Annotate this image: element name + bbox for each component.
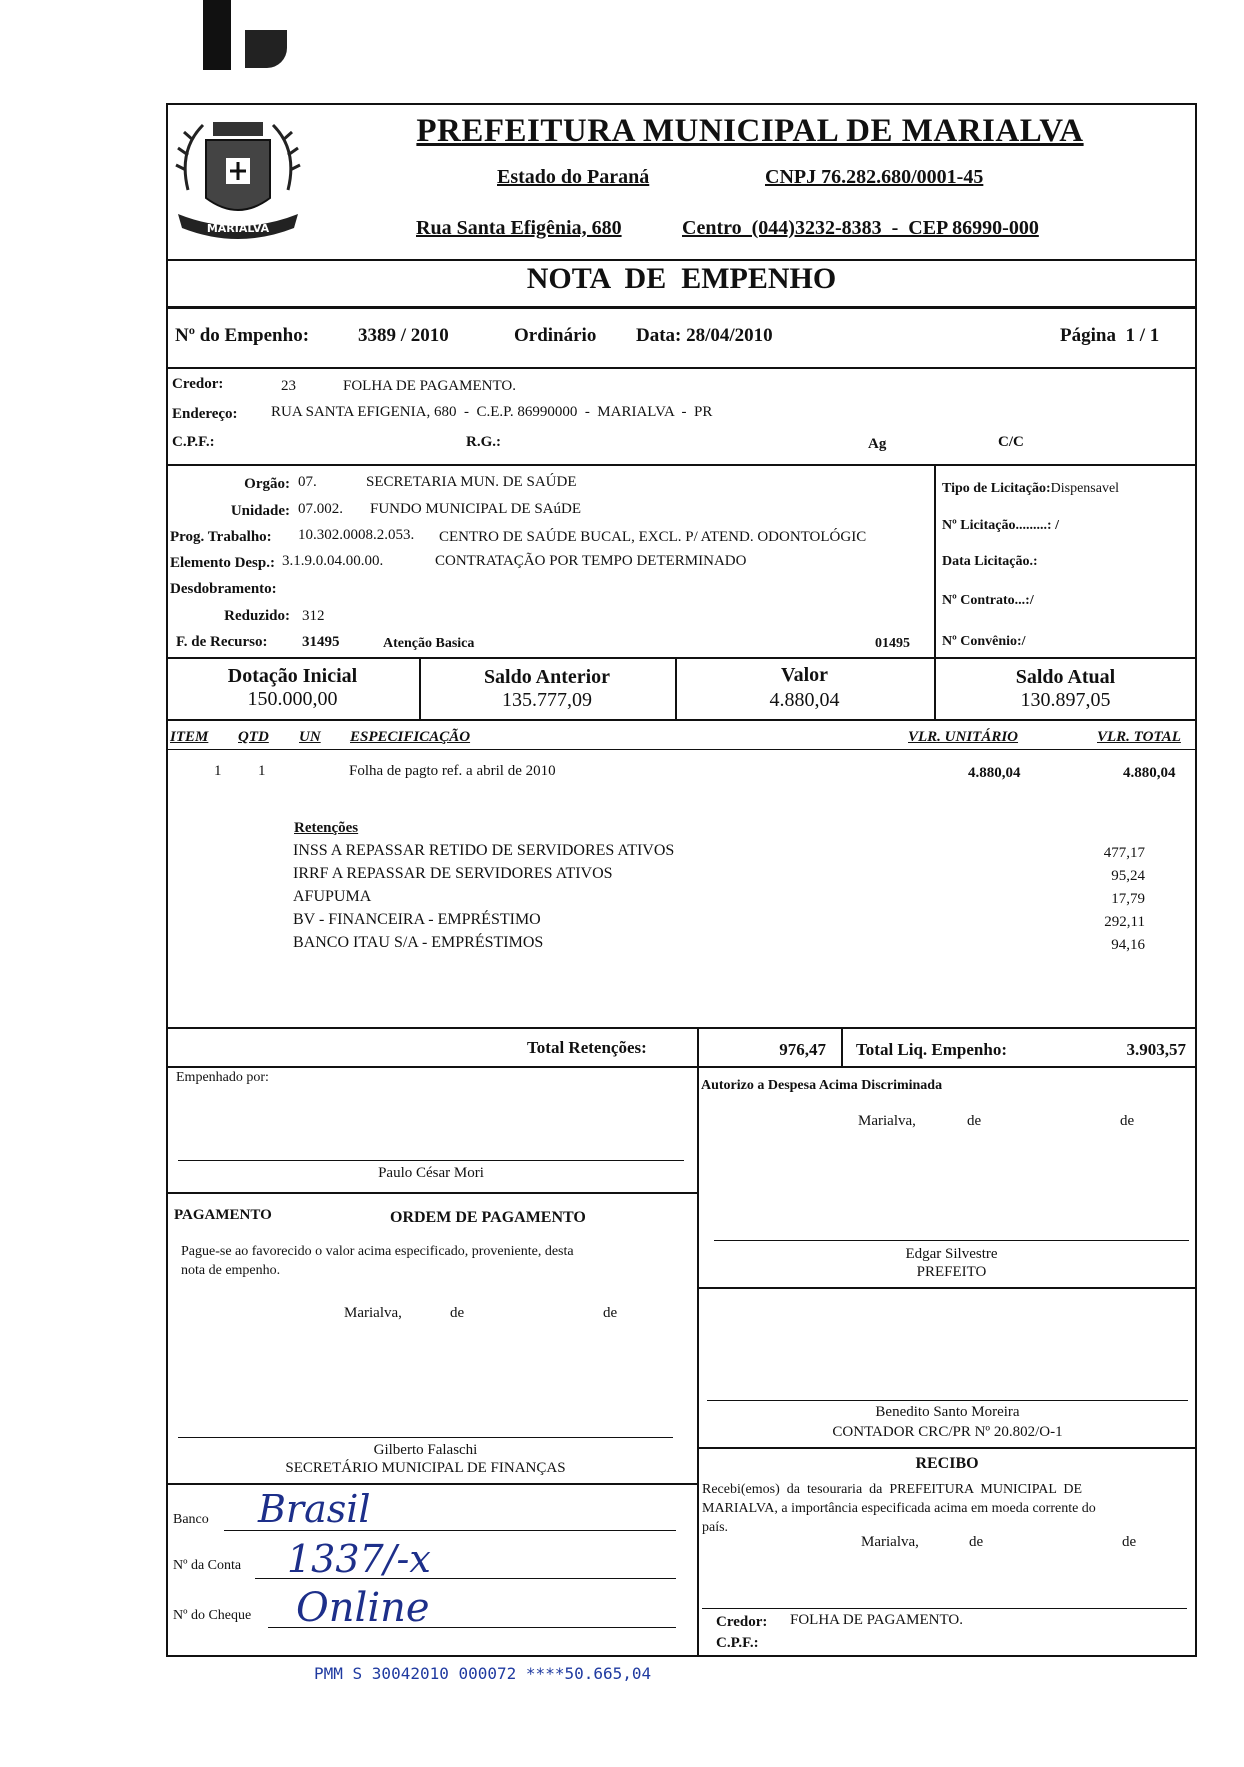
scan-artifact (203, 0, 231, 70)
seal-text: MARIALVA (206, 222, 270, 235)
pagamento-marialva: Marialva, (344, 1305, 402, 1321)
retencao-value: 292,11 (1104, 914, 1145, 930)
credor-code: 23 (281, 378, 296, 394)
empenho-label: Nº do Empenho: (175, 325, 310, 346)
orgao-label: Orgão: (244, 476, 290, 492)
retencoes-title: Retenções (294, 820, 359, 836)
licitacao-contrato: Nº Contrato...:/ (942, 593, 1034, 608)
ordem-pagamento-label: ORDEM DE PAGAMENTO (390, 1209, 586, 1226)
desdobramento-label: Desdobramento: (170, 581, 277, 597)
dotacao-inicial-label: Dotação Inicial (227, 665, 358, 687)
endereco-label: Endereço: (172, 406, 238, 422)
secretario-name: Gilberto Falaschi (373, 1442, 478, 1458)
retencao-label: IRRF A REPASSAR DE SERVIDORES ATIVOS (293, 865, 613, 882)
cc-label: C/C (998, 434, 1024, 450)
prog-label: Prog. Trabalho: (170, 529, 272, 545)
header-title: PREFEITURA MUNICIPAL DE MARIALVA (416, 113, 1084, 149)
elemento-code: 3.1.9.0.04.00.00. (282, 553, 384, 569)
saldo-atual-value: 130.897,05 (1020, 689, 1111, 711)
empenho-number: 3389 / 2010 (358, 325, 449, 346)
item-total: 4.880,04 (1123, 765, 1176, 781)
pague-se-text-2: nota de empenho. (181, 1263, 281, 1278)
saldo-atual-label: Saldo Atual (1015, 666, 1116, 688)
header-state: Estado do Paraná (497, 166, 650, 188)
ag-label: Ag (868, 436, 887, 452)
prog-name: CENTRO DE SAÚDE BUCAL, EXCL. P/ ATEND. ODONTOLÓGIC (439, 529, 867, 545)
scan-artifact (245, 30, 287, 68)
item-qtd: 1 (258, 763, 266, 779)
unidade-code: 07.002. (298, 501, 343, 517)
pagamento-de-2: de (603, 1305, 618, 1321)
saldo-anterior-value: 135.777,09 (502, 689, 592, 711)
retencao-label: AFUPUMA (293, 888, 372, 905)
licitacao-tipo-value: Dispensavel (1050, 481, 1120, 496)
valor-value: 4.880,04 (769, 689, 840, 711)
col-qtd: QTD (238, 729, 269, 745)
recurso-label: F. de Recurso: (176, 634, 268, 650)
recurso-name: Atenção Basica (383, 636, 475, 651)
prefeito-title: PREFEITO (916, 1264, 987, 1280)
col-un: UN (299, 729, 321, 745)
retencao-value: 17,79 (1111, 891, 1145, 907)
recibo-text-2: MARIALVA, a importância especificada acima em moeda corrente do (702, 1501, 1096, 1516)
retencao-label: BV - FINANCEIRA - EMPRÉSTIMO (293, 911, 541, 928)
autorizo-de-1: de (967, 1113, 982, 1129)
retencao-value: 94,16 (1111, 937, 1145, 953)
prefeito-name: Edgar Silvestre (905, 1246, 998, 1262)
retencao-value: 477,17 (1103, 845, 1145, 861)
cpf-label: C.P.F.: (172, 434, 215, 450)
col-espec: ESPECIFICAÇÃO (350, 729, 471, 745)
orgao-name: SECRETARIA MUN. DE SAÚDE (366, 474, 577, 490)
endereco-value: RUA SANTA EFIGENIA, 680 - C.E.P. 86990000 - MARIALVA - PR (271, 404, 713, 420)
pagamento-de-1: de (450, 1305, 465, 1321)
recibo-de-2: de (1122, 1534, 1137, 1550)
prog-code: 10.302.0008.2.053. (298, 527, 415, 543)
municipal-seal (168, 110, 308, 256)
dotacao-inicial-value: 150.000,00 (247, 688, 338, 710)
col-total: VLR. TOTAL (1097, 729, 1181, 745)
col-unit: VLR. UNITÁRIO (908, 729, 1019, 745)
unidade-label: Unidade: (230, 503, 290, 519)
total-retencoes-value: 976,47 (779, 1040, 826, 1059)
recurso-extra: 01495 (875, 636, 910, 651)
licitacao-numero: Nº Licitação.........: / (942, 518, 1059, 533)
reduzido-label: Reduzido: (224, 608, 290, 624)
recibo-de-1: de (969, 1534, 984, 1550)
contador-title: CONTADOR CRC/PR Nº 20.802/O-1 (832, 1424, 1063, 1440)
pague-se-text-1: Pague-se ao favorecido o valor acima especificado, proveniente, desta (181, 1244, 574, 1259)
saldo-anterior-label: Saldo Anterior (483, 666, 611, 688)
item-number: 1 (214, 763, 222, 779)
recibo-credor-label: Credor: (716, 1614, 768, 1630)
elemento-label: Elemento Desp.: (170, 555, 275, 571)
doc-title: NOTA DE EMPENHO (526, 262, 837, 295)
retencao-label: INSS A REPASSAR RETIDO DE SERVIDORES ATIVOS (293, 842, 675, 859)
recibo-credor-value: FOLHA DE PAGAMENTO. (790, 1612, 963, 1628)
autorizo-label: Autorizo a Despesa Acima Discriminada (701, 1078, 943, 1093)
footer-stamp: PMM S 30042010 000072 ****50.665,04 (314, 1664, 652, 1683)
empenho-page: Página 1 / 1 (1060, 325, 1160, 346)
licitacao-tipo-label: Tipo de Licitação: (942, 481, 1051, 496)
recurso-code: 31495 (302, 634, 340, 650)
header-street: Rua Santa Efigênia, 680 (416, 217, 622, 239)
valor-label: Valor (780, 664, 829, 686)
conta-label: Nº da Conta (173, 1558, 242, 1573)
empenhado-por-name: Paulo César Mori (378, 1165, 484, 1181)
elemento-name: CONTRATAÇÃO POR TEMPO DETERMINADO (435, 553, 747, 569)
licitacao-tipo (942, 481, 1119, 497)
autorizo-de-2: de (1120, 1113, 1135, 1129)
recibo-text-1: Recebi(emos) da tesouraria da PREFEITURA MUNICIPAL DE (702, 1482, 1083, 1497)
banco-label: Banco (173, 1512, 209, 1527)
autorizo-marialva: Marialva, (858, 1113, 916, 1129)
header-contact: Centro (044)3232-8383 - CEP 86990-000 (682, 217, 1039, 239)
reduzido-value: 312 (302, 608, 325, 624)
total-retencoes-label: Total Retenções: (527, 1038, 647, 1057)
credor-label: Credor: (172, 376, 224, 392)
total-liquido-label: Total Liq. Empenho: (856, 1040, 1007, 1059)
retencao-label: BANCO ITAU S/A - EMPRÉSTIMOS (293, 934, 544, 951)
retencao-value: 95,24 (1111, 868, 1145, 884)
recibo-text-3: país. (702, 1520, 729, 1535)
licitacao-data: Data Licitação.: (942, 554, 1038, 569)
empenho-date: Data: 28/04/2010 (636, 325, 773, 346)
conta-handwriting: 1337/-x (287, 1537, 431, 1581)
unidade-name: FUNDO MUNICIPAL DE SAúDE (370, 501, 581, 517)
empenho-type: Ordinário (514, 325, 597, 346)
secretario-title: SECRETÁRIO MUNICIPAL DE FINANÇAS (285, 1460, 566, 1476)
cheque-label: Nº do Cheque (173, 1608, 252, 1623)
item-espec: Folha de pagto ref. a abril de 2010 (349, 763, 556, 779)
total-liquido-value: 3.903,57 (1126, 1040, 1186, 1059)
orgao-code: 07. (298, 474, 317, 490)
recibo-cpf-label: C.P.F.: (716, 1635, 759, 1651)
col-item: ITEM (170, 729, 209, 745)
empenhado-por-label: Empenhado por: (176, 1070, 269, 1085)
header-cnpj: CNPJ 76.282.680/0001-45 (765, 166, 984, 188)
recibo-marialva: Marialva, (861, 1534, 919, 1550)
pagamento-label: PAGAMENTO (174, 1207, 272, 1223)
rg-label: R.G.: (466, 434, 501, 450)
credor-name: FOLHA DE PAGAMENTO. (343, 378, 516, 394)
cheque-handwriting: Online (296, 1585, 430, 1631)
licitacao-convenio: Nº Convênio:/ (942, 634, 1026, 649)
contador-name: Benedito Santo Moreira (875, 1404, 1020, 1420)
item-unit: 4.880,04 (968, 765, 1021, 781)
recibo-title: RECIBO (915, 1455, 979, 1472)
banco-handwriting: Brasil (258, 1487, 371, 1531)
